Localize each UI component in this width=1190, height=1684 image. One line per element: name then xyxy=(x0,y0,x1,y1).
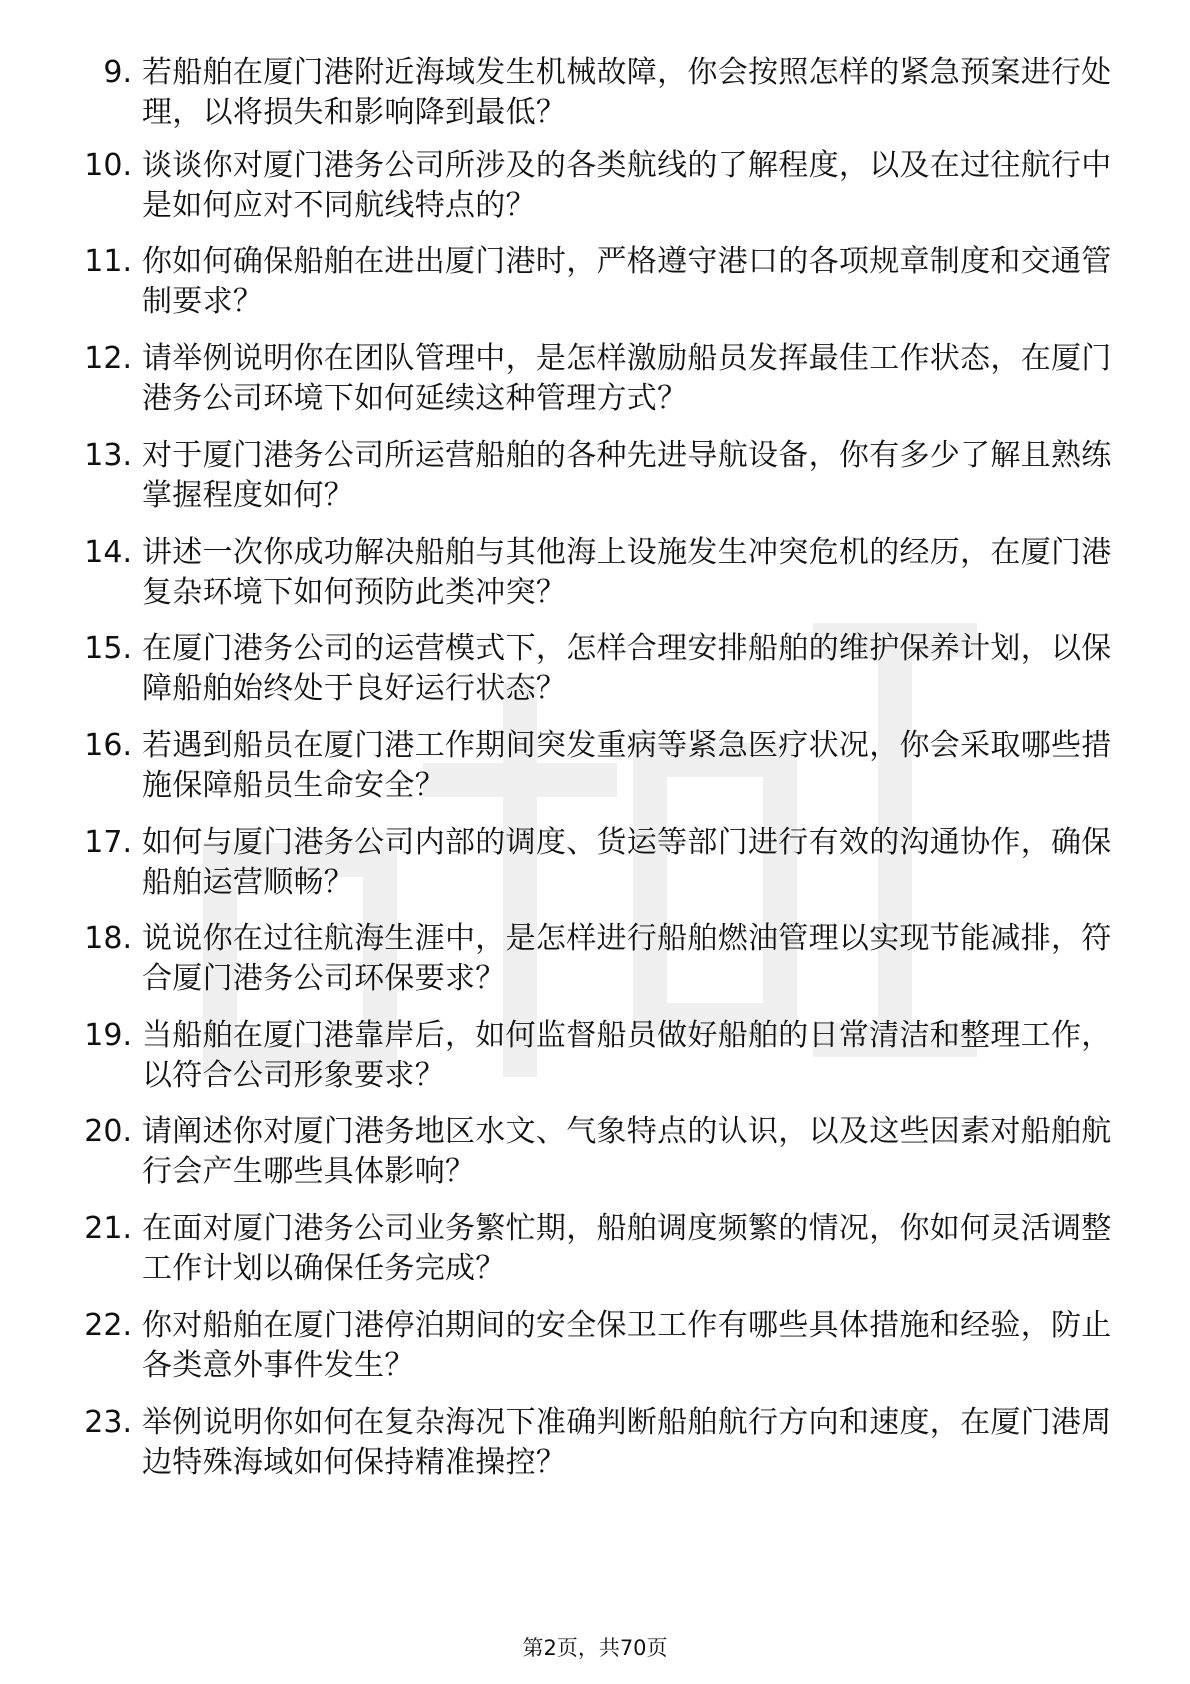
question-text: 在厦门港务公司的运营模式下，怎样合理安排船舶的维护保养计划，以保障船舶始终处于良好运行状态？ xyxy=(142,631,1112,706)
question-number: 20. xyxy=(84,1114,132,1149)
question-text: 若遇到船员在厦门港工作期间突发重病等紧急医疗状况，你会采取哪些措施保障船员生命安全？ xyxy=(142,728,1112,803)
question-number: 22. xyxy=(84,1308,132,1343)
question-number: 14. xyxy=(84,535,132,570)
question-text: 对于厦门港务公司所运营船舶的各种先进导航设备，你有多少了解且熟练掌握程度如何？ xyxy=(142,438,1112,513)
question-number: 21. xyxy=(84,1211,132,1246)
question-text: 举例说明你如何在复杂海况下准确判断船舶航行方向和速度，在厦门港周边特殊海域如何保持精准操控？ xyxy=(142,1405,1112,1480)
question-text: 当船舶在厦门港靠岸后，如何监督船员做好船舶的日常清洁和整理工作，以符合公司形象要求？ xyxy=(142,1018,1112,1093)
question-text: 请阐述你对厦门港务地区水文、气象特点的认识，以及这些因素对船舶航行会产生哪些具体影响？ xyxy=(142,1114,1112,1189)
question-number: 19. xyxy=(84,1018,132,1053)
question-text: 在面对厦门港务公司业务繁忙期，船舶调度频繁的情况，你如何灵活调整工作计划以确保任务完成？ xyxy=(142,1211,1112,1286)
question-text: 你如何确保船舶在进出厦门港时，严格遵守港口的各项规章制度和交通管制要求？ xyxy=(142,244,1112,319)
question-text: 你对船舶在厦门港停泊期间的安全保卫工作有哪些具体措施和经验，防止各类意外事件发生？ xyxy=(142,1308,1112,1383)
question-text: 若船舶在厦门港附近海域发生机械故障，你会按照怎样的紧急预案进行处理，以将损失和影响降到最低？ xyxy=(142,55,1112,130)
question-text: 说说你在过往航海生涯中，是怎样进行船舶燃油管理以实现节能减排，符合厦门港务公司环保要求？ xyxy=(142,921,1112,996)
question-number: 18. xyxy=(84,921,132,956)
question-number: 16. xyxy=(84,728,132,763)
question-text: 请举例说明你在团队管理中，是怎样激励船员发挥最佳工作状态，在厦门港务公司环境下如何延续这种管理方式？ xyxy=(142,341,1112,416)
page-footer: 第2页，共70页 xyxy=(522,1636,668,1660)
question-number: 10. xyxy=(84,148,132,183)
question-number: 11. xyxy=(84,244,132,279)
question-number: 12. xyxy=(84,341,132,376)
question-number: 17. xyxy=(84,825,132,860)
question-number: 15. xyxy=(84,631,132,666)
question-number: 9. xyxy=(103,55,132,90)
question-number: 23. xyxy=(84,1405,132,1440)
question-number: 13. xyxy=(84,438,132,473)
question-text: 讲述一次你成功解决船舶与其他海上设施发生冲突危机的经历，在厦门港复杂环境下如何预防此类冲突？ xyxy=(142,535,1112,610)
question-text: 如何与厦门港务公司内部的调度、货运等部门进行有效的沟通协作，确保船舶运营顺畅？ xyxy=(142,825,1112,900)
question-text: 谈谈你对厦门港务公司所涉及的各类航线的了解程度，以及在过往航行中是如何应对不同航线特点的？ xyxy=(142,148,1112,223)
